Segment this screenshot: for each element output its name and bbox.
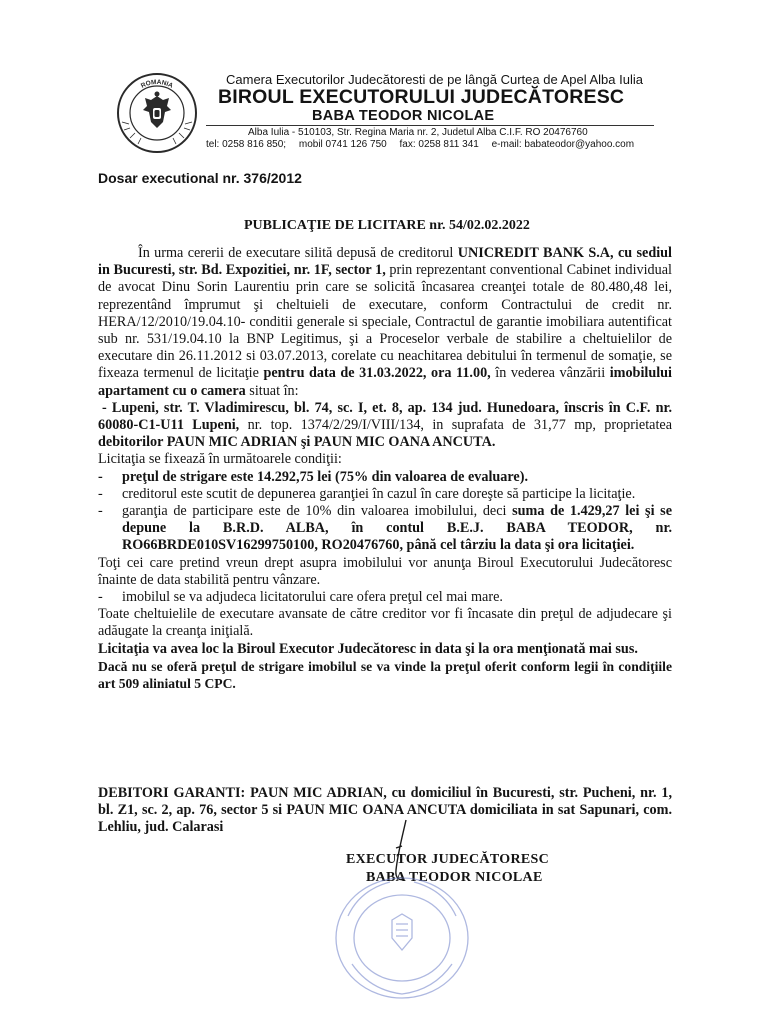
- condition-adjudication: - imobilul se va adjudeca licitatorului care ofera preţul cel mai mare.: [98, 589, 672, 606]
- paragraph-costs: Toate cheltuielile de executare avansate de către creditor vor fi încasate din preţul de adjudecare şi adăugate la creanţa iniţială.: [98, 606, 672, 640]
- title-main: PUBLICAŢIE DE LICITARE: [244, 218, 426, 233]
- property-address: - Lupeni, str. T. Vladimirescu, bl. 74, sc. I, et. 8, ap. 134 jud. Hunedoara, înscris în C.F. nr. 60080-C1-U11 Lupeni,: [98, 399, 672, 434]
- paragraph-venue: Licitaţia va avea loc la Biroul Executor Judecătoresc in data şi la ora menţionată mai sus.: [98, 640, 638, 657]
- text-segment: prin reprezentant conventional Cabinet individual de avocat Dinu Sorin Laurentiu prin care se solicită încasarea creanţei totale de 80.480,48 lei, reprezentând împrumut şi cheltuieli de executare, conform Contractului de credit nr. HERA/12/2010/19.04.10- conditii generale si speciale, Contractul de garantie imobiliara autentificat sub nr. 531/19.04.10 la BNP Legitimus, şi a Proceselor verbale de stabilire a cheltuielilor de executare din 26.11.2012 si 03.07.2013, corelate cu neachitarea debitului în termenul de somaţie, se fixeaza termenul de licitaţie: [98, 262, 672, 382]
- text-segment: în vederea vânzării: [490, 365, 610, 382]
- office-title: BIROUL EXECUTORULUI JUDECĂTORESC: [218, 86, 625, 108]
- contact-email: e-mail: babateodor@yahoo.com: [491, 139, 635, 150]
- conditions-intro: Licitaţia se fixează în următoarele condiţii:: [98, 451, 342, 468]
- conditions-list-2: [98, 589, 672, 606]
- executor-title: EXECUTOR JUDECĂTORESC: [346, 852, 549, 867]
- text-segment: garanţia de participare este de 10% din valoarea imobilului, deci: [122, 503, 513, 520]
- executor-name: BABA TEODOR NICOLAE: [366, 870, 543, 885]
- conditions-list: [98, 469, 672, 555]
- seal-text: ROMANIA: [139, 78, 175, 90]
- office-address: Alba Iulia - 510103, Str. Regina Maria nr. 2, Judetul Alba C.I.F. RO 20476760: [248, 127, 588, 138]
- text-segment: nr. top. 1374/2/29/I/VIII/134, in suprafata de 31,77 mp, proprietatea: [239, 417, 673, 434]
- guarantee-details: suma de 1.429,27 lei şi se depune la B.R.D. ALBA, în contul B.E.J. BABA TEODOR, nr. RO66BRDE010SV16299750100, RO20476760, până cel târziu la data şi ora licitaţiei.: [122, 503, 672, 554]
- title-number: nr. 54/02.02.2022: [429, 218, 530, 233]
- condition-creditor-exempt: - creditorul este scutit de depunerea garanţiei în cazul în care doreşte să participe la licitaţie.: [98, 486, 672, 503]
- executor-header-name: BABA TEODOR NICOLAE: [312, 108, 495, 124]
- paragraph-intro: [98, 245, 672, 400]
- condition-guarantee: [98, 503, 672, 555]
- paragraph-property: [98, 400, 672, 452]
- contact-phone: tel: 0258 816 850;: [206, 139, 287, 150]
- guarantor-debtors: DEBITORI GARANTI: PAUN MIC ADRIAN, cu domiciliul în Bucuresti, str. Pucheni, nr. 1, bl. Z1, sc. 2, ap. 76, sector 5 si PAUN MIC OANA ANCUTA domiciliata in sat Sapunari, com. Lehliu, jud. Calarasi: [98, 785, 672, 836]
- paragraph-no-offer: Dacă nu se oferă preţul de strigare imobilul se va vinde la preţul oferit conform legii în condiţiile art 509 aliniatul 5 CPC.: [98, 658, 672, 692]
- bailiff-stamp: [330, 872, 474, 1004]
- property-object: imobilului apartament cu o camera: [98, 365, 672, 399]
- header-divider: [206, 125, 654, 126]
- document-body: [98, 245, 672, 692]
- creditor-name: UNICREDIT BANK S.A, cu sediul in Bucuresti, str. Bd. Expozitiei, nr. 1F, sector 1,: [98, 245, 672, 279]
- condition-start-price: - preţul de strigare este 14.292,75 lei (75% din valoarea de evaluare).: [98, 469, 672, 486]
- case-number: Dosar executional nr. 376/2012: [98, 170, 302, 186]
- office-contacts: [206, 139, 644, 150]
- chamber-line: Camera Executorilor Judecătoresti de pe lângă Curtea de Apel Alba Iulia: [226, 72, 643, 87]
- contact-fax: fax: 0258 811 341: [399, 139, 479, 150]
- debtor-names: debitorilor PAUN MIC ADRIAN şi PAUN MIC OANA ANCUTA.: [98, 434, 496, 451]
- text-segment: În urma cererii de executare silită depusă de creditorul: [138, 245, 458, 261]
- text-segment: situat în:: [245, 382, 299, 399]
- contact-mobile: mobil 0741 126 750: [298, 139, 387, 150]
- bailiff-seal-emblem: [116, 72, 198, 154]
- auction-date: pentru data de 31.03.2022, ora 11.00,: [263, 365, 491, 382]
- document-title: [244, 218, 530, 234]
- paragraph-rights: Toţi cei care pretind vreun drept asupra imobilului vor anunţa Biroul Executorului Judecătoresc înainte de data stabilită pentru vânzare.: [98, 554, 672, 588]
- svg-text:ROMANIA: [140, 79, 174, 90]
